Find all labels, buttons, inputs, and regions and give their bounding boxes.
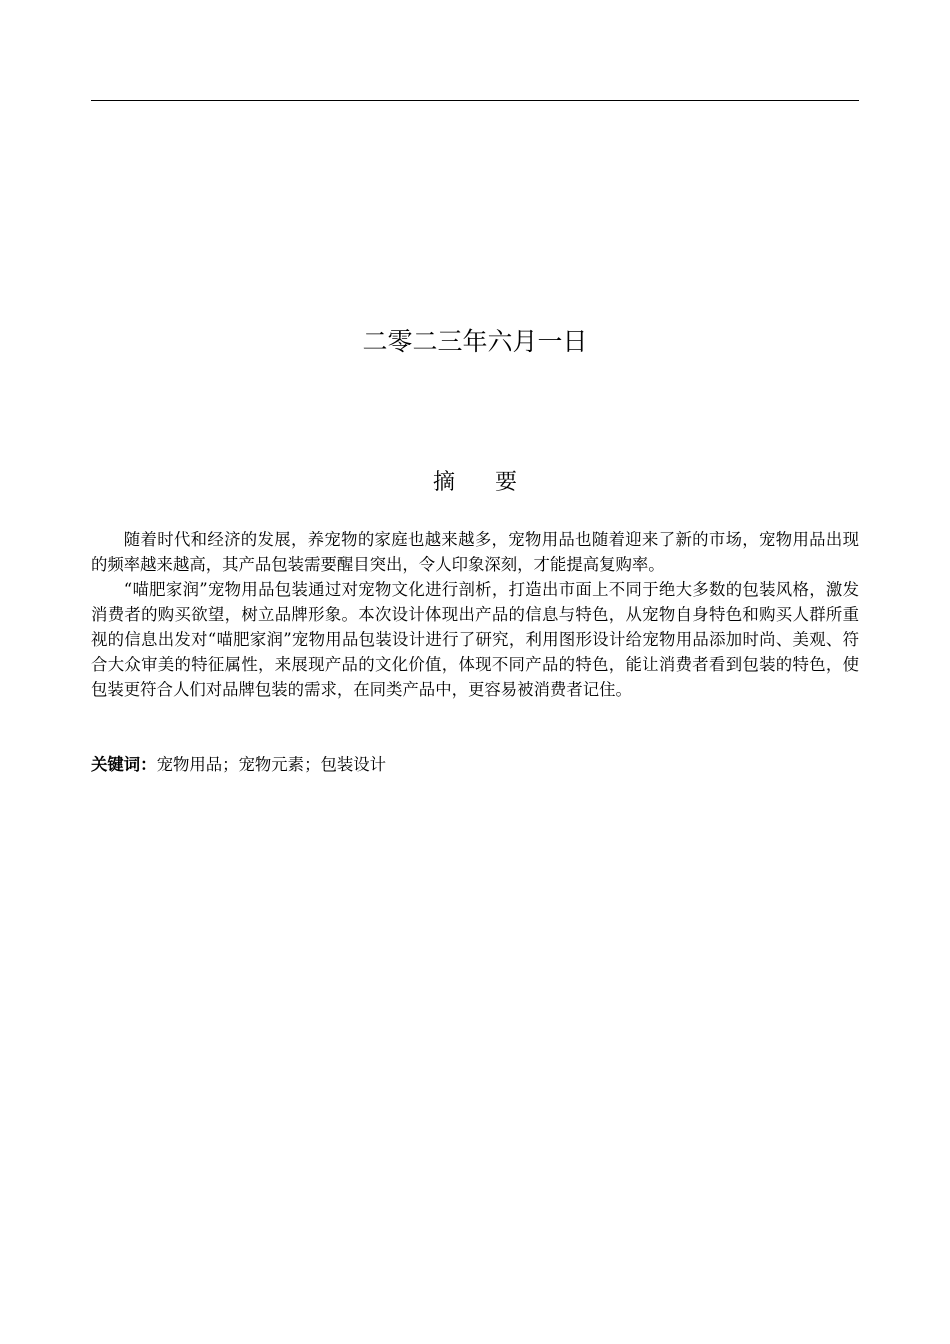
abstract-heading-char-2: 要 bbox=[495, 470, 518, 495]
header-rule bbox=[91, 100, 859, 101]
abstract-heading bbox=[0, 466, 950, 500]
date-line: 二零二三年六月一日 bbox=[362, 327, 588, 356]
keywords-label: 关键词： bbox=[91, 755, 157, 774]
abstract-body bbox=[91, 527, 859, 702]
keywords-value: 宠物用品；宠物元素；包装设计 bbox=[156, 755, 387, 774]
abstract-paragraph: 随着时代和经济的发展，养宠物的家庭也越来越多，宠物用品也随着迎来了新的市场，宠物用品出现的频率越来越高，其产品包装需要醒目突出，令人印象深刻，才能提高复购率。 bbox=[91, 530, 859, 574]
abstract-heading-char-1: 摘 bbox=[432, 470, 455, 495]
keywords-line bbox=[91, 752, 859, 777]
abstract-paragraph: “喵肥家润”宠物用品包装通过对宠物文化进行剖析，打造出市面上不同于绝大多数的包装风格，激发消费者的购买欲望，树立品牌形象。本次设计体现出产品的信息与特色，从宠物自身特色和购买人群所重视的信息出发对“喵肥家润”宠物用品包装设计进行了研究，利用图形设计给宠物用品添加时尚、美观、符合大众审美的特征属性，来展现产品的文化价值，体现不同产品的特色，能让消费者看到包装的特色，使包装更符合人们对品牌包装的需求，在同类产品中，更容易被消费者记住。 bbox=[91, 580, 859, 699]
